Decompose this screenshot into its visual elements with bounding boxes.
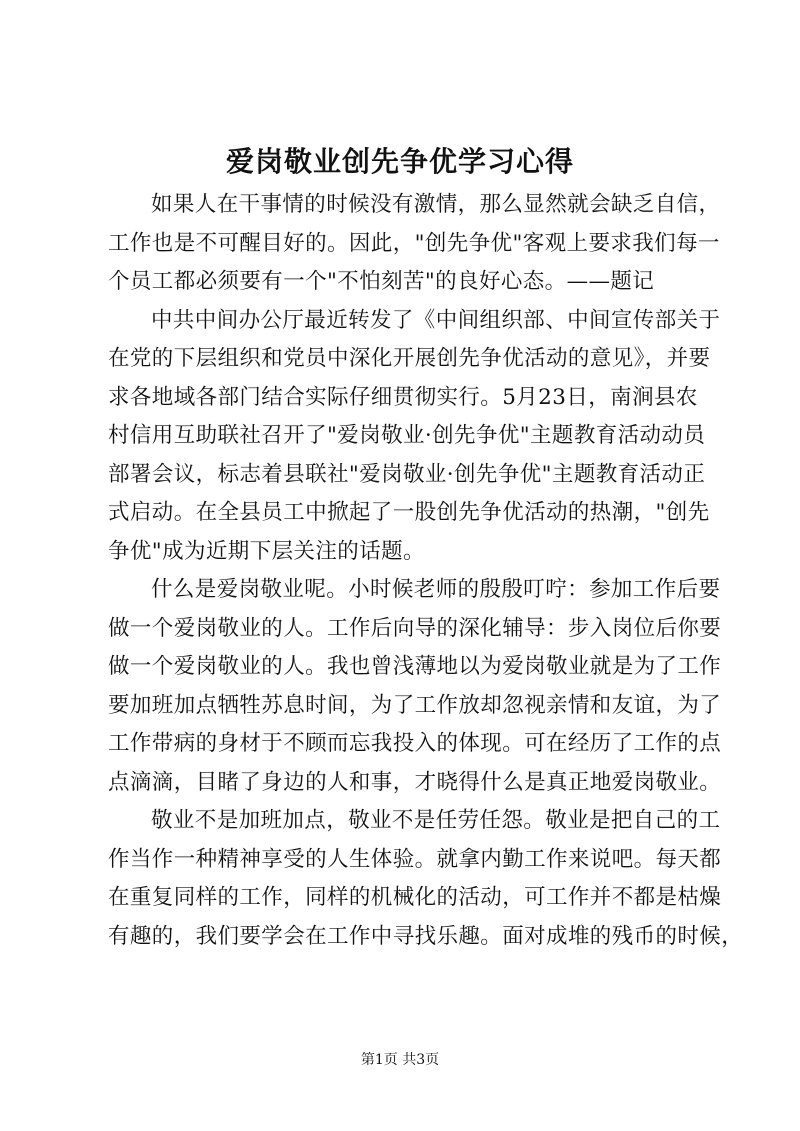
paragraph-line: 有趣的，我们要学会在工作中寻找乐趣。面对成堆的残币的时候， (108, 923, 744, 949)
paragraph-line: 个员工都必须要有一个"不怕刻苦"的良好心态。——题记 (108, 269, 655, 294)
paragraph-line: 要加班加点牺牲苏息时间，为了工作放却忽视亲情和友谊，为了 (108, 692, 722, 718)
paragraph-line: 工作也是不可醒目好的。因此，"创先争优"客观上要求我们每一 (108, 230, 720, 256)
paragraph-line: 争优"成为近期下层关注的话题。 (108, 538, 425, 564)
paragraph-line: 敬业不是加班加点，敬业不是任劳任怨。敬业是把自己的工 (151, 808, 721, 833)
paragraph-line: 做一个爱岗敬业的人。我也曾浅薄地以为爱岗敬业就是为了工作 (108, 654, 722, 679)
paragraph-line: 式启动。在全县员工中掀起了一股创先争优活动的热潮，"创先 (108, 500, 710, 525)
paragraph-line: 中共中间办公厅最近转发了《中间组织部、中间宣传部关于 (151, 307, 721, 333)
paragraph-line: 村信用互助联社召开了"爱岗敬业·创先争优"主题教育活动动员 (108, 423, 706, 448)
paragraph-line: 什么是爱岗敬业呢。小时候老师的殷殷叮咛：参加工作后要 (151, 577, 721, 602)
paragraph-line: 在党的下层组织和党员中深化开展创先争优活动的意见》，并要 (108, 346, 711, 371)
page-title: 爱岗敬业创先争优学习心得 (225, 145, 574, 178)
paragraph-line: 部署会议，标志着县联社"爱岗敬业·创先争优"主题教育活动正 (108, 461, 706, 487)
paragraph-line: 做一个爱岗敬业的人。工作后向导的深化辅导：步入岗位后你要 (108, 615, 722, 641)
paragraph-line: 工作带病的身材于不顾而忘我投入的体现。可在经历了工作的点 (108, 731, 722, 756)
body-text (108, 186, 744, 956)
paragraph-line: 求各地域各部门结合实际仔细贯彻实行。5月23日，南涧县农 (108, 384, 698, 410)
paragraph-line: 在重复同样的工作，同样的机械化的活动，可工作并不都是枯燥 (108, 885, 722, 910)
paragraph-line: 如果人在干事情的时候没有激情，那么显然就会缺乏自信， (151, 192, 721, 217)
paragraph-line: 点滴滴，目睹了身边的人和事，才晓得什么是真正地爱岗敬业。 (108, 769, 722, 795)
page-number-footer: 第1页 共3页 (360, 1052, 440, 1068)
paragraph-line: 作当作一种精神享受的人生体验。就拿内勤工作来说吧。每天都 (108, 846, 722, 872)
